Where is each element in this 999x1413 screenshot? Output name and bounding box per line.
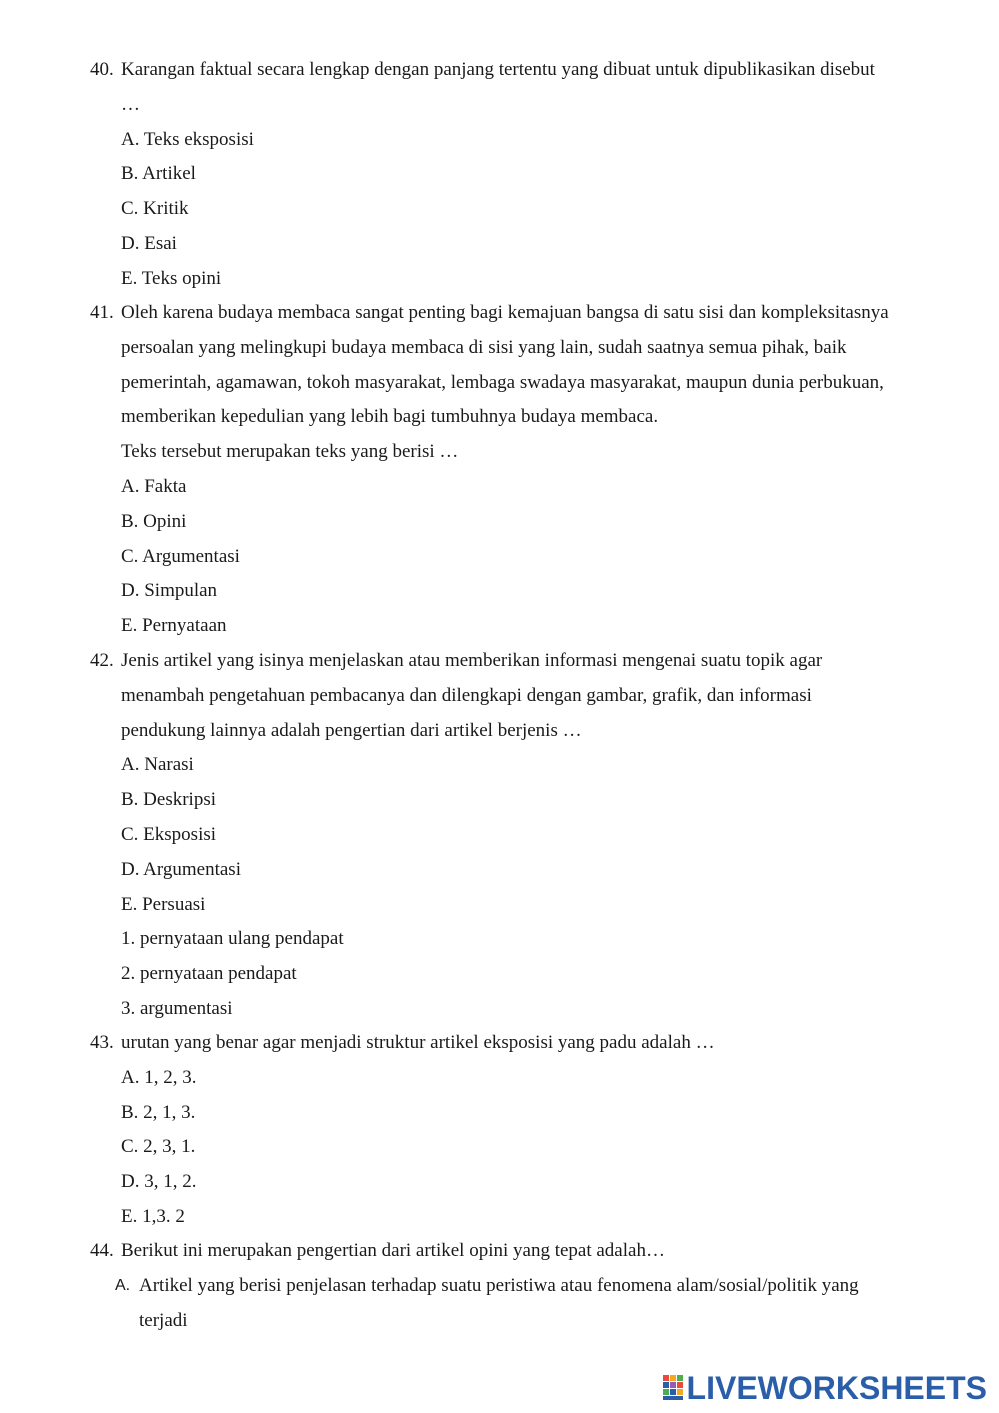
question-41 xyxy=(90,296,950,644)
question-number: 41. xyxy=(90,302,114,323)
option-b[interactable]: B. 2, 1, 3. xyxy=(121,1101,196,1123)
option-b[interactable]: B. Deskripsi xyxy=(121,789,216,811)
question-40 xyxy=(90,53,950,297)
option-e[interactable]: E. Pernyataan xyxy=(121,615,227,637)
question-stem-line: pemerintah, agamawan, tokoh masyarakat, lembaga swadaya masyarakat, maupun dunia perbukuan, xyxy=(121,371,884,393)
option-d[interactable]: D. 3, 1, 2. xyxy=(121,1171,197,1193)
option-a[interactable]: A. Narasi xyxy=(121,754,194,776)
question-stem-line: memberikan kepedulian yang lebih bagi tumbuhnya budaya membaca. xyxy=(121,406,659,428)
option-c[interactable]: C. Eksposisi xyxy=(121,823,217,845)
structure-item: 3. argumentasi xyxy=(121,997,233,1019)
option-b[interactable]: B. Artikel xyxy=(121,163,196,185)
option-a[interactable]: A. Teks eksposisi xyxy=(121,128,254,150)
option-label: A. xyxy=(115,1276,131,1294)
option-b[interactable]: B. Opini xyxy=(121,510,187,532)
option-c[interactable]: C. Kritik xyxy=(121,198,189,220)
structure-item: 2. pernyataan pendapat xyxy=(121,963,297,985)
option-e[interactable]: E. 1,3. 2 xyxy=(121,1205,185,1227)
question-43 xyxy=(90,1026,950,1235)
option-d[interactable]: D. Argumentasi xyxy=(121,858,241,880)
option-c[interactable]: C. Argumentasi xyxy=(121,545,240,567)
question-stem-line: Karangan faktual secara lengkap dengan panjang tertentu yang dibuat untuk dipublikasikan disebut xyxy=(121,59,875,80)
question-stem-line: pendukung lainnya adalah pengertian dari artikel berjenis … xyxy=(121,719,582,741)
option-a[interactable] xyxy=(115,1269,950,1339)
question-stem-line: Oleh karena budaya membaca sangat penting bagi kemajuan bangsa di satu sisi dan kompleksitasnya xyxy=(121,302,889,323)
question-stem-line: Jenis artikel yang isinya menjelaskan atau memberikan informasi mengenai suatu topik agar xyxy=(121,650,823,671)
question-stem-line: Teks tersebut merupakan teks yang berisi … xyxy=(121,441,459,463)
option-d[interactable]: D. Esai xyxy=(121,232,177,254)
question-number: 43. xyxy=(90,1032,114,1053)
question-stem-line: persoalan yang melingkupi budaya membaca di sisi yang lain, sudah saatnya semua pihak, baik xyxy=(121,336,847,358)
option-c[interactable]: C. 2, 3, 1. xyxy=(121,1136,196,1158)
option-a[interactable]: A. 1, 2, 3. xyxy=(121,1066,197,1088)
option-text-line: Artikel yang berisi penjelasan terhadap suatu peristiwa atau fenomena alam/sosial/politik yang xyxy=(139,1274,859,1296)
option-a[interactable]: A. Fakta xyxy=(121,475,187,497)
option-e[interactable]: E. Teks opini xyxy=(121,267,222,289)
question-number: 44. xyxy=(90,1240,114,1261)
question-stem-line: urutan yang benar agar menjadi struktur artikel eksposisi yang padu adalah … xyxy=(121,1032,715,1053)
question-44 xyxy=(90,1234,950,1338)
question-stem-line: Berikut ini merupakan pengertian dari artikel opini yang tepat adalah… xyxy=(121,1240,665,1261)
structure-item: 1. pernyataan ulang pendapat xyxy=(121,928,344,950)
question-stem-line: … xyxy=(121,93,140,115)
liveworksheets-brand[interactable] xyxy=(663,1370,987,1406)
option-e[interactable]: E. Persuasi xyxy=(121,893,206,915)
question-number: 42. xyxy=(90,650,114,671)
option-d[interactable]: D. Simpulan xyxy=(121,580,218,602)
question-42 xyxy=(90,644,950,1027)
question-number: 40. xyxy=(90,59,114,80)
question-stem-line: menambah pengetahuan pembacanya dan dilengkapi dengan gambar, grafik, dan informasi xyxy=(121,684,812,706)
option-text-line: terjadi xyxy=(139,1309,188,1331)
brand-text: LIVEWORKSHEETS xyxy=(686,1369,987,1406)
liveworksheets-logo-icon xyxy=(663,1375,685,1401)
